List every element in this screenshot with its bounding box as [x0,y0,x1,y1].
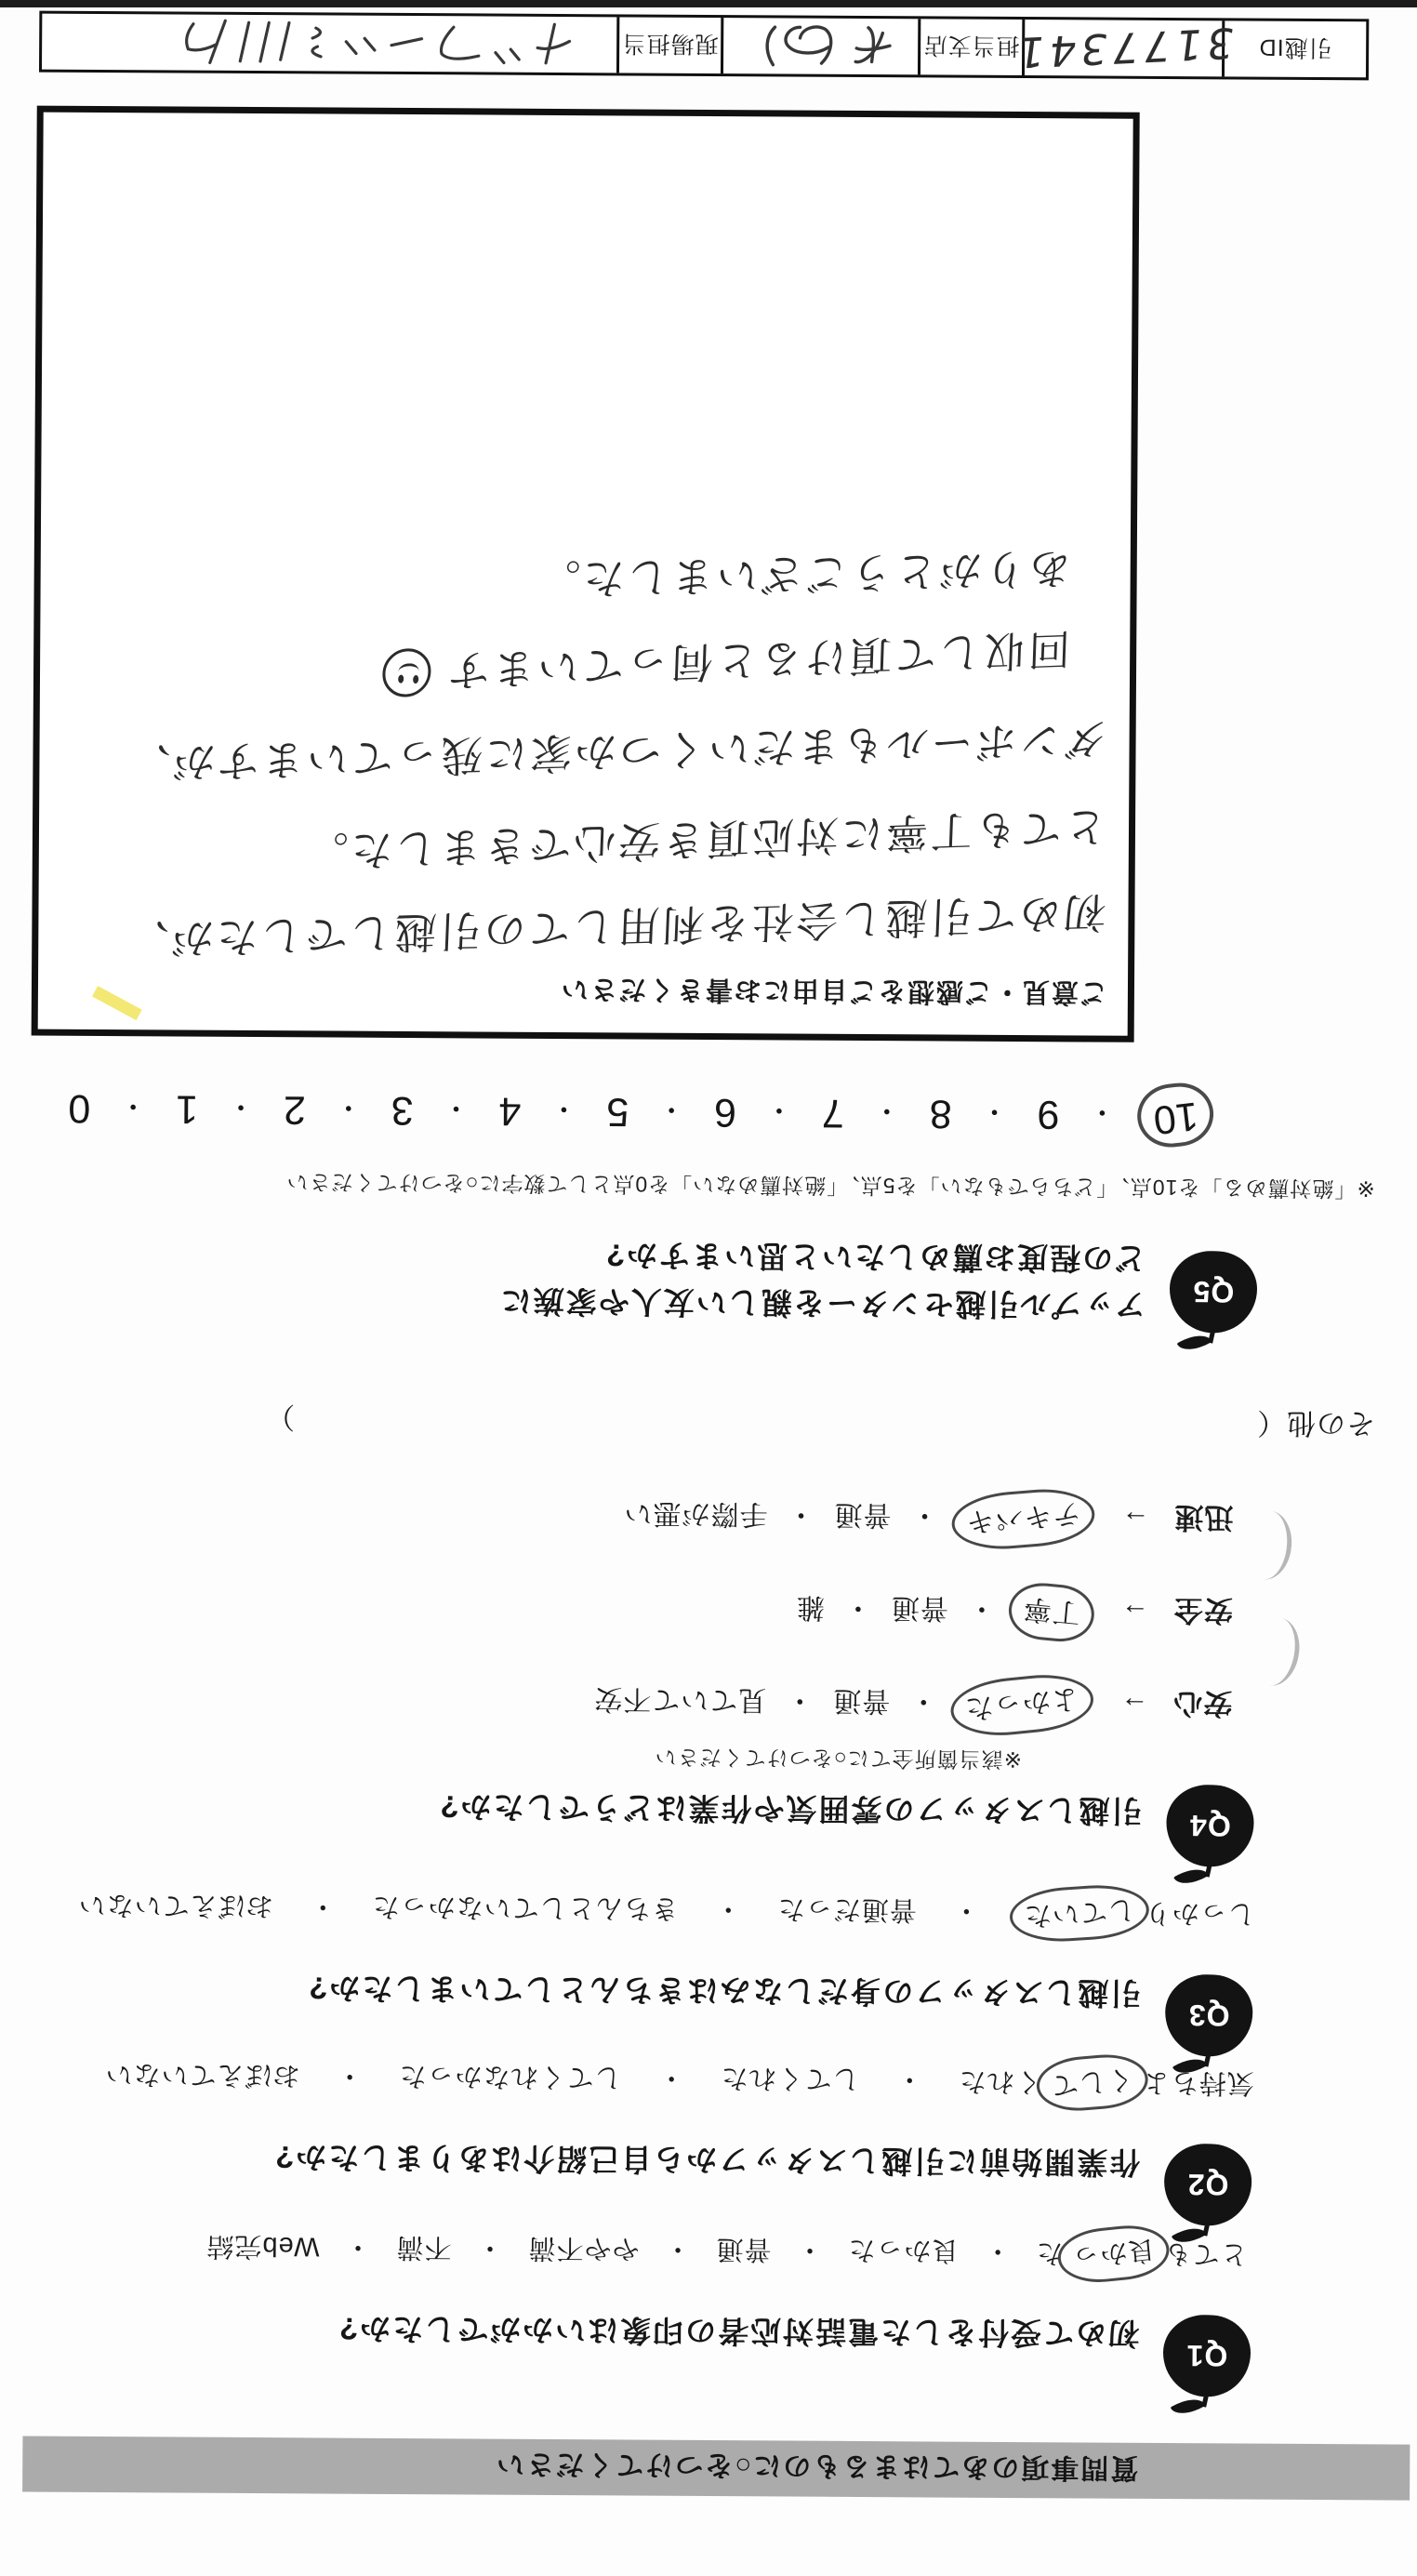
arrow-icon: → [1119,1598,1149,1629]
q4-row-jinsoku [623,1492,1233,1545]
comment-line-5: ありがとうございました。 [534,543,1073,604]
q4-other-close-paren: ） [265,1401,296,1434]
q4-row-jinsoku-label: 迅速 [1173,1501,1234,1534]
q2-badge-apple-mascot-icon [1164,2144,1252,2226]
comment-line-3: ダンボールもまだいくつか家に残っていますが、 [125,713,1108,789]
q1-option-yokatta: 良かった [847,2235,960,2266]
q2-question: 作業開始前に引越しスタッフから自己紹介はありましたか? [272,2140,1141,2180]
scanner-edge-line [0,0,1417,7]
q4-row-anshin [593,1678,1232,1731]
q1-option-yaya-fuman: やや不満 [527,2233,640,2264]
q1-badge-label: Q1 [1185,2339,1228,2373]
q3-answer-circle: していた [1008,1882,1150,1945]
branch-handwritten-signature [732,20,908,73]
option-separator: ・ [475,2232,504,2264]
option-separator: ・ [966,1593,996,1625]
q2-answer-circle: くして [1035,2052,1150,2115]
arrow-icon: → [1119,1691,1149,1722]
nps-1: 1 [175,1086,199,1133]
footer-id-table [39,11,1369,81]
q4-other-label: その他（ [1256,1406,1376,1441]
q3-question: 引越しスタッフの身だしなみはきちんとしていましたか? [307,1971,1142,2011]
staff-signature-cell [42,14,619,73]
moving-id-label-cell: 引越ID [1258,33,1332,61]
q2-option-kimochiyoku: 気持ちよくしてくれた [959,2059,1254,2107]
q1-answer-circle: 良かっ [1055,2222,1172,2287]
q4-anshin-answer-circle: よかった [948,1670,1096,1741]
q5-question-line2: どの程度お薦めしたいと思いますか? [603,1238,1146,1276]
q5-question-line1: アップル引越センターを親しい友人や家族に [498,1283,1146,1322]
option-separator: ・ [983,2236,1012,2266]
option-separator: ・ [785,1685,814,1717]
option-separator: ・ [713,1893,742,1924]
option-separator: ・ [308,1891,337,1922]
q4-jinsoku-option-tegiwa: 手際が悪い [623,1497,768,1530]
nps-10: 10 [1151,1093,1201,1143]
option-separator: ・ [343,2232,372,2263]
nps-5: 5 [606,1089,629,1135]
q1-badge-apple-mascot-icon [1163,2315,1251,2397]
q4-badge-label: Q4 [1189,1809,1231,1843]
q5-note: ※「絶対薦める」を10点、「どちらでもない」を5点、「絶対薦めない」を0点として数字に○をつけてください [285,1170,1375,1202]
option-separator: ・ [842,1592,873,1624]
moving-id-value-cell [1010,18,1238,78]
nps-7: 7 [821,1091,844,1136]
q4-other-row [1256,1405,1375,1448]
q3-option-oboeteinai: おぼえていない [77,1890,273,1921]
comment-box [32,106,1140,1042]
smiley-face-icon [382,647,432,697]
q4-question: 引越しスタッフの雰囲気や作業はどうでしたか? [438,1789,1143,1828]
q4-anshin-option-fuan: 見ていて不安 [593,1683,767,1716]
comment-line-1: 初めて引越し会社を利用しての引越しでしたが、 [123,887,1107,965]
q5-badge-apple-mascot-icon [1170,1251,1258,1334]
q3-option-shikkari: しっかりしていた [1015,1890,1255,1938]
q3-badge-apple-mascot-icon [1165,1974,1253,2057]
q1-option-futsuu: 普通 [715,2234,772,2264]
option-separator: ・ [951,1895,980,1926]
option-separator: ・ [335,2061,364,2091]
nps-2: 2 [283,1087,307,1133]
q4-jinsoku-option-futsuu: 普通 [833,1499,892,1531]
q1-option-totemo-yokatta: とても良かった [1035,2230,1247,2277]
nps-4: 4 [498,1089,522,1135]
q2-option-shitekureta: してくれた [720,2063,860,2094]
q1-option-web-kanketsu: Web完結 [205,2231,320,2262]
q4-badge-apple-mascot-icon [1166,1785,1254,1867]
nps-0: 0 [68,1086,91,1132]
q3-options [78,1884,1255,1938]
moving-id-handwritten-value: 3177341 [1010,18,1238,78]
nps-8: 8 [929,1091,952,1137]
q2-option-oboeteinai: おぼえていない [104,2059,300,2091]
option-separator: ・ [663,2234,692,2264]
q4-jinsoku-answer-circle: テキパキ [949,1485,1096,1553]
yellow-highlighter-mark [92,986,142,1020]
q4-anzen-option-zatsu: 雑 [795,1592,826,1624]
q2-options [105,2053,1254,2107]
title-bar [22,2437,1410,2501]
option-separator: ・ [795,2235,824,2265]
arrow-icon: → [1120,1505,1150,1536]
q3-option-futsuu-datta: 普通だった [776,1893,917,1925]
option-separator: ・ [656,2063,685,2093]
q4-row-anzen [796,1587,1233,1639]
q1-option-fuman: 不満 [395,2232,452,2263]
q4-anshin-option-futsuu: 普通 [832,1685,891,1717]
option-separator: ・ [894,2064,923,2094]
option-separator: ・ [908,1685,938,1718]
q2-option-shitekurenakatta: してくれなかった [398,2061,622,2092]
q5-badge-label: Q5 [1192,1275,1235,1309]
comment-prompt: ご意見・ご感想をご自由にお書きください [559,974,1108,1007]
q2-badge-label: Q2 [1186,2168,1229,2202]
q3-badge-label: Q3 [1187,1998,1230,2033]
nps-scale: 10 ・ 9 ・ 8 ・ 7 ・ 6 ・ 5 ・ 4 ・ 3 ・ 2 ・ 1 ・ 0 [68,1082,1206,1141]
staff-label-cell: 現場担当 [619,17,723,73]
option-separator: ・ [786,1499,815,1531]
nps-answer-circle [1134,1080,1217,1151]
branch-label-cell: 担当支店 [920,19,1025,75]
q1-question: 初めて受付をした電話対応者の印象はいかがでしたか? [337,2311,1140,2351]
q4-row-anzen-label: 安全 [1172,1594,1233,1627]
nps-6: 6 [713,1090,737,1135]
q4-row-anshin-label: 安心 [1172,1687,1233,1720]
q4-anzen-answer-circle: 丁寧 [1006,1580,1096,1644]
nps-9: 9 [1037,1092,1060,1137]
branch-signature-cell [723,18,920,74]
title-bar-text: 質問事項のあてはまるものに○をつけてください [495,2448,1139,2483]
staff-handwritten-signature [69,16,589,71]
q3-option-kichinto-shiteinakatta: きちんとしていなかった [371,1892,679,1924]
nps-3: 3 [391,1088,414,1134]
q4-note: ※該当箇所全てに○をつけてください [654,1745,1022,1773]
q1-options [205,2225,1248,2278]
comment-line-4: 回収して頂けると伺っています [381,622,1071,708]
option-separator: ・ [909,1499,939,1532]
comment-line-2: とても丁寧に対応頂き安心できました。 [302,801,1107,877]
q4-anzen-option-futsuu: 普通 [890,1592,949,1625]
